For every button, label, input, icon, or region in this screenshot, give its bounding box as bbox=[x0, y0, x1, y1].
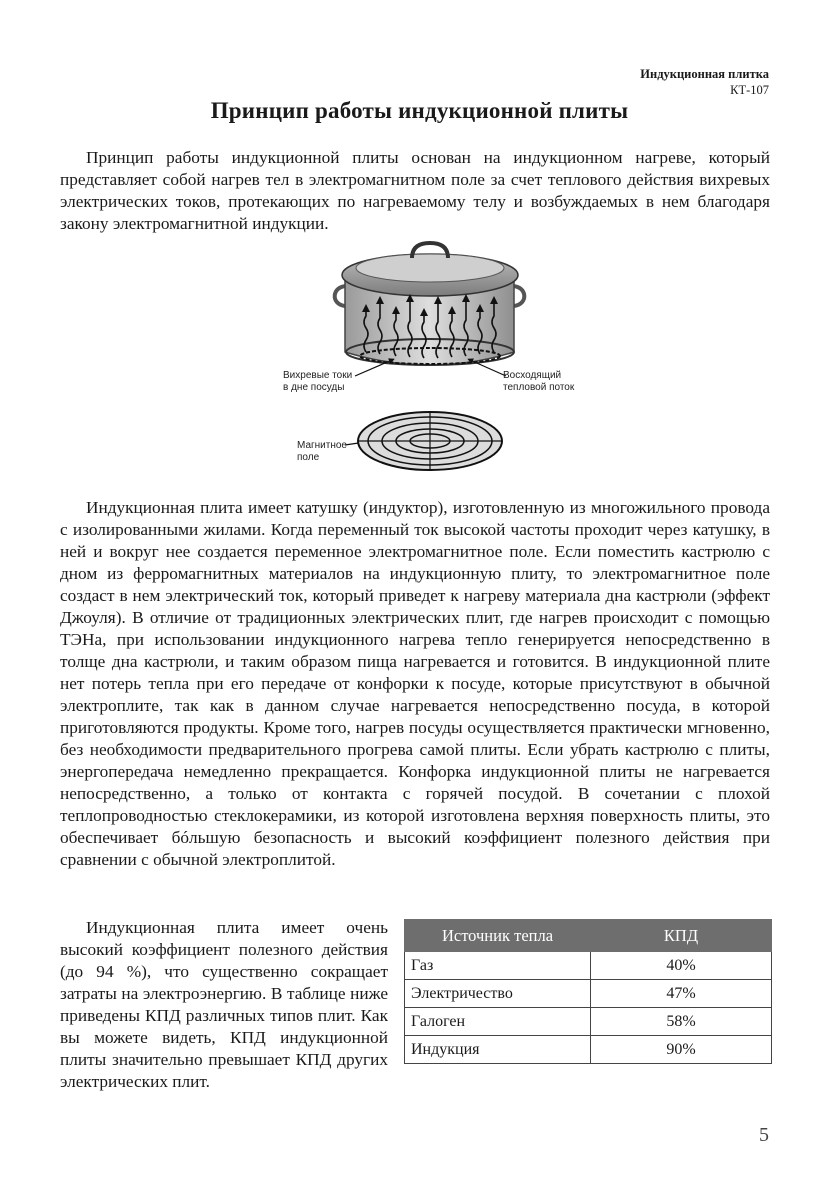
intro-paragraph: Принцип работы индукционной плиты основан на индукционном нагреве, который представляет собой нагрев тел в электромагнитном поле за счет теплового действия вихревых электрических токов, протекающих по нагреваемому телу и возбуждаемых в нем благодаря закону электромагнитной индукции. bbox=[60, 148, 770, 233]
heat-flow-arrows bbox=[364, 298, 496, 358]
table-cell-source: Электричество bbox=[405, 980, 591, 1008]
label-heat-flow bbox=[503, 370, 574, 394]
table-cell-efficiency: 90% bbox=[591, 1036, 772, 1064]
column-header-efficiency: КПД bbox=[591, 920, 772, 952]
table-cell-efficiency: 58% bbox=[591, 1008, 772, 1036]
table-cell-source: Газ bbox=[405, 952, 591, 980]
table-header-row bbox=[405, 920, 772, 952]
table-row bbox=[405, 952, 772, 980]
label-eddy-currents bbox=[283, 370, 352, 394]
table-cell-efficiency: 40% bbox=[591, 952, 772, 980]
label-magnetic-field bbox=[297, 440, 347, 464]
page-number: 5 bbox=[759, 1124, 769, 1146]
table-row bbox=[405, 1008, 772, 1036]
column-header-source: Источник тепла bbox=[405, 920, 591, 952]
table-cell-source: Галоген bbox=[405, 1008, 591, 1036]
efficiency-paragraph: Индукционная плита имеет очень высокий коэффициент полезного действия (до 94 %), что существенно сокращает затраты на электроэнергию. В таблице ниже приведены КПД различных типов плит. Как вы можете видеть, КПД индукционной плиты значительно превышает КПД других электрических плит. bbox=[60, 918, 388, 1091]
pot-illustration bbox=[335, 243, 525, 365]
header-doc-name: Индукционная плитка bbox=[640, 67, 769, 81]
page-title: Принцип работы индукционной плиты bbox=[210, 98, 629, 123]
magnetic-field-coil bbox=[358, 412, 502, 470]
body-paragraph: Индукционная плита имеет катушку (индуктор), изготовленную из многожильного провода с изолированными жилами. Когда переменный ток высокой частоты проходит через катушку, в ней и вокруг нее создается переменное электромагнитное поле. Если поместить кастрюлю с дном из ферромагнитных материалов на индукционную плиту, то электромагнитное поле создаст в нем электрический ток, который приведет к нагреву материала дна кастрюли (эффект Джоуля). В отличие от традиционных электрических плит, где нагрев происходит с помощью ТЭНа, при использовании индукционного нагрева тепло генерируется непосредственно в толще дна кастрюли, и таким образом пища нагревается и готовится. В индукционной плите нет потерь тепла при его передаче от конфорки к посуде, которые присутствуют в обычной электроплите, так как в данном случае нагревается непосредственно посуда, в которой приготовляются продукты. Кроме того, нагрев посуды осуществляется практически мгновенно, без необходимости предварительного прогрева самой плиты. Если убрать кастрюлю с плиты, энергопередача немедленно прекращается. Конфорка индукционной плиты не нагревается непосредственно, а только от контакта с горячей посудой. В сочетании с плохой теплопроводностью стеклокерамики, из которой изготовлена верхняя поверхность плиты, это обеспечивает бóльшую безопасность и высокий коэффициент полезного действия при сравнении с обычной электроплитой. bbox=[60, 498, 770, 869]
label-eddy-text: Вихревые токи в дне посуды bbox=[283, 370, 353, 393]
table-cell-efficiency: 47% bbox=[591, 980, 772, 1008]
table-row bbox=[405, 1036, 772, 1064]
table-cell-source: Индукция bbox=[405, 1036, 591, 1064]
header-model: КТ-107 bbox=[730, 83, 769, 97]
efficiency-table bbox=[404, 919, 772, 1064]
document-header bbox=[640, 66, 769, 98]
label-magnetic-text: Магнитное поле bbox=[297, 440, 347, 463]
label-heat-text: Восходящий тепловой поток bbox=[503, 370, 575, 393]
table-row bbox=[405, 980, 772, 1008]
